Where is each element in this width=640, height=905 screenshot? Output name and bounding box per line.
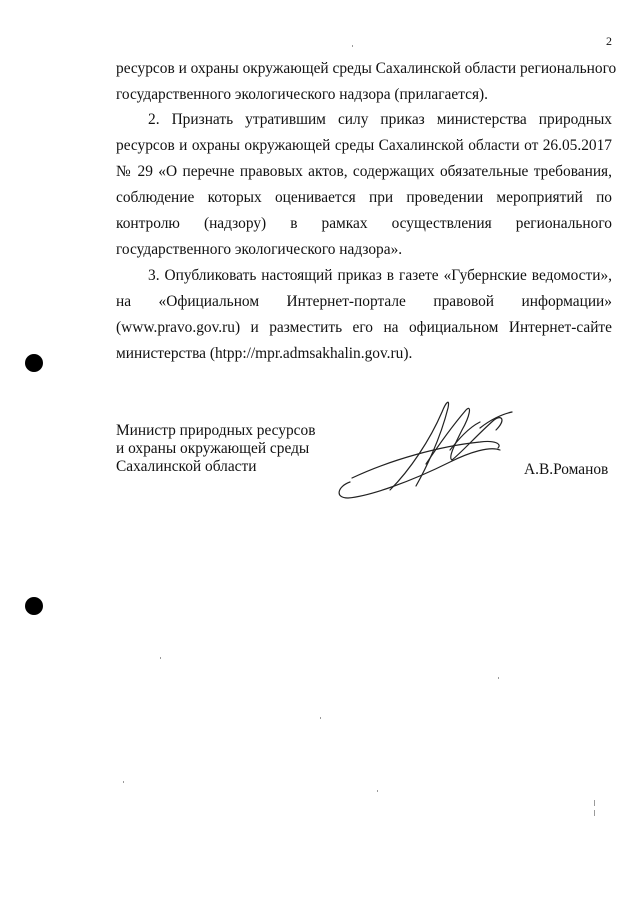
signatory-title-line-3: Сахалинской области — [116, 458, 257, 475]
scan-speck — [160, 657, 161, 659]
punch-hole-bottom — [25, 597, 43, 615]
paragraph-2-line-3: № 29 «О перечне правовых актов, содержащих обязательные требования, — [116, 163, 612, 180]
scan-speck — [498, 677, 499, 679]
signatory-name: А.В.Романов — [524, 461, 609, 478]
scan-speck — [377, 790, 378, 792]
paragraph-3-line-4: министерства (htpp://mpr.admsakhalin.gov.ru). — [116, 345, 413, 362]
scan-speck — [352, 45, 353, 47]
paragraph-1-line-1: ресурсов и охраны окружающей среды Сахалинской области регионального — [116, 60, 617, 77]
paragraph-1-line-2: государственного экологического надзора (прилагается). — [116, 86, 489, 103]
scan-speck — [320, 717, 321, 719]
paragraph-3-line-3: (www.pravo.gov.ru) и разместить его на официальном Интернет-сайте — [116, 319, 612, 336]
paragraph-2-line-4: соблюдение которых оценивается при проведении мероприятий по — [116, 189, 612, 206]
signatory-title-line-2: и охраны окружающей среды — [116, 440, 310, 457]
scan-speck — [594, 800, 595, 806]
scan-speck — [594, 810, 595, 816]
paragraph-3-line-1: 3. Опубликовать настоящий приказ в газете «Губернские ведомости», — [148, 267, 612, 284]
paragraph-2-line-1: 2. Признать утратившим силу приказ министерства природных — [148, 111, 612, 128]
punch-hole-top — [25, 354, 43, 372]
paragraph-2-line-5: контролю (надзору) в рамках осуществления регионального — [116, 215, 612, 232]
page-number: 2 — [606, 34, 612, 48]
paragraph-3-line-2: на «Официальном Интернет-портале правовой информации» — [116, 293, 612, 310]
handwritten-signature — [330, 390, 530, 510]
signatory-title-line-1: Министр природных ресурсов — [116, 422, 316, 439]
paragraph-2-line-6: государственного экологического надзора». — [116, 241, 403, 258]
paragraph-2-line-2: ресурсов и охраны окружающей среды Сахалинской области от 26.05.2017 — [116, 137, 612, 154]
scan-speck — [123, 781, 124, 783]
